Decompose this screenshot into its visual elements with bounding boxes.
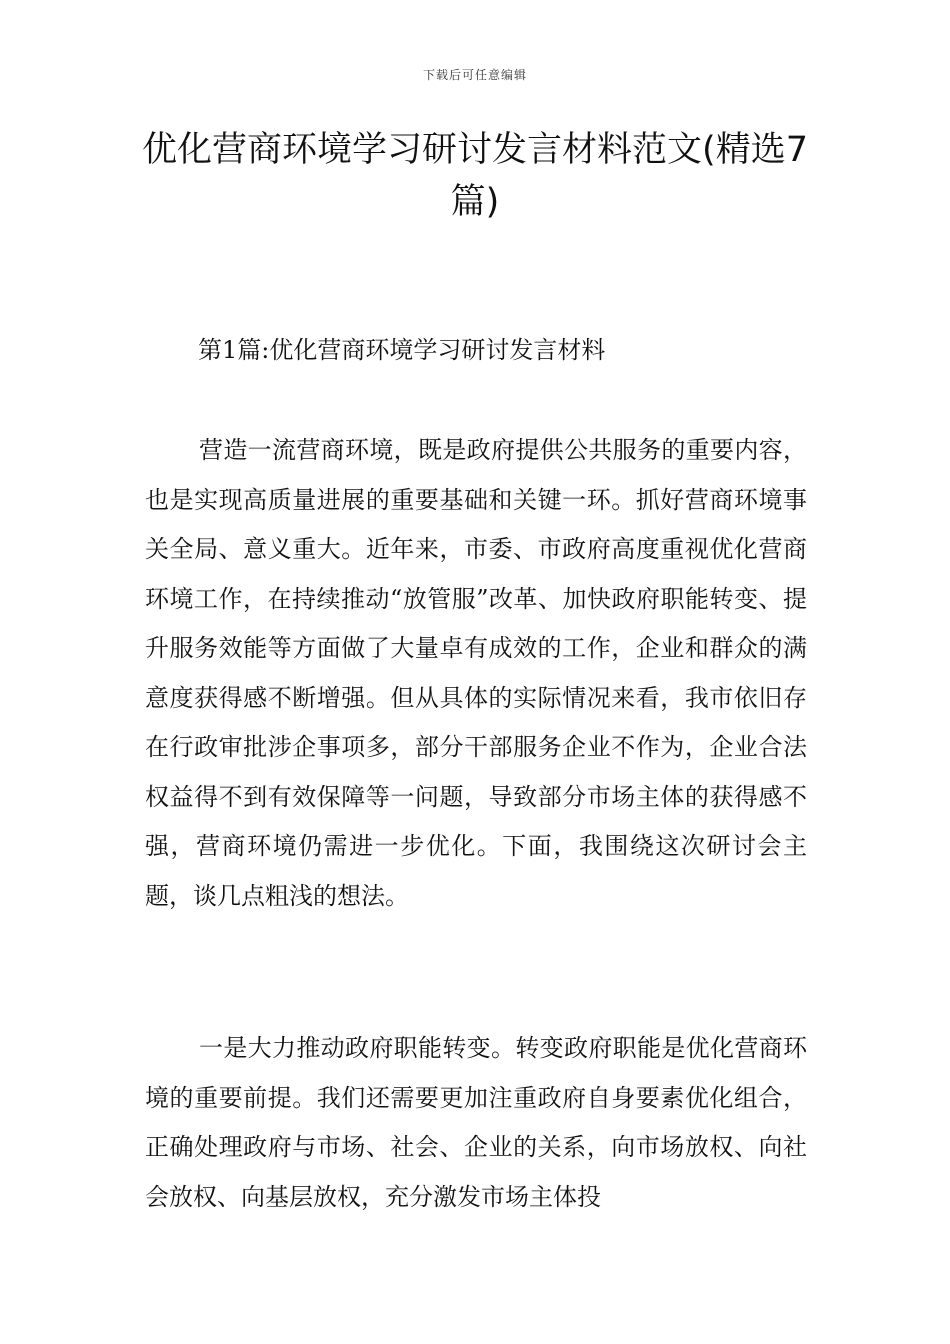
body-paragraph-2: 一是大力推动政府职能转变。转变政府职能是优化营商环境的重要前提。我们还需要更加注重政府自身要素优化组合，正确处理政府与市场、社会、企业的关系，向市场放权、向社会放权、向基层放权，充分激发市场主体投 <box>145 1034 807 1211</box>
document-title: 优化营商环境学习研讨发言材料范文(精选7篇) <box>142 130 808 222</box>
body-paragraph-1: 营造一流营商环境，既是政府提供公共服务的重要内容，也是实现高质量进展的重要基础和关键一环。抓好营商环境事关全局、意义重大。近年来，市委、市政府高度重视优化营商环境工作，在持续推动“放管服”改革、加快政府职能转变、提升服务效能等方面做了大量卓有成效的工作，企业和群众的满意度获得感不断增强。但从具体的实际情况来看，我市依旧存在行政审批涉企事项多，部分干部服务企业不作为，企业合法权益得不到有效保障等一问题，导致部分市场主体的获得感不强，营商环境仍需进一步优化。下面，我围绕这次研讨会主题，谈几点粗浅的想法。 <box>145 436 807 910</box>
page-header-note: 下载后可任意编辑 <box>422 68 527 82</box>
section-heading: 第1篇:优化营商环境学习研讨发言材料 <box>198 336 606 364</box>
